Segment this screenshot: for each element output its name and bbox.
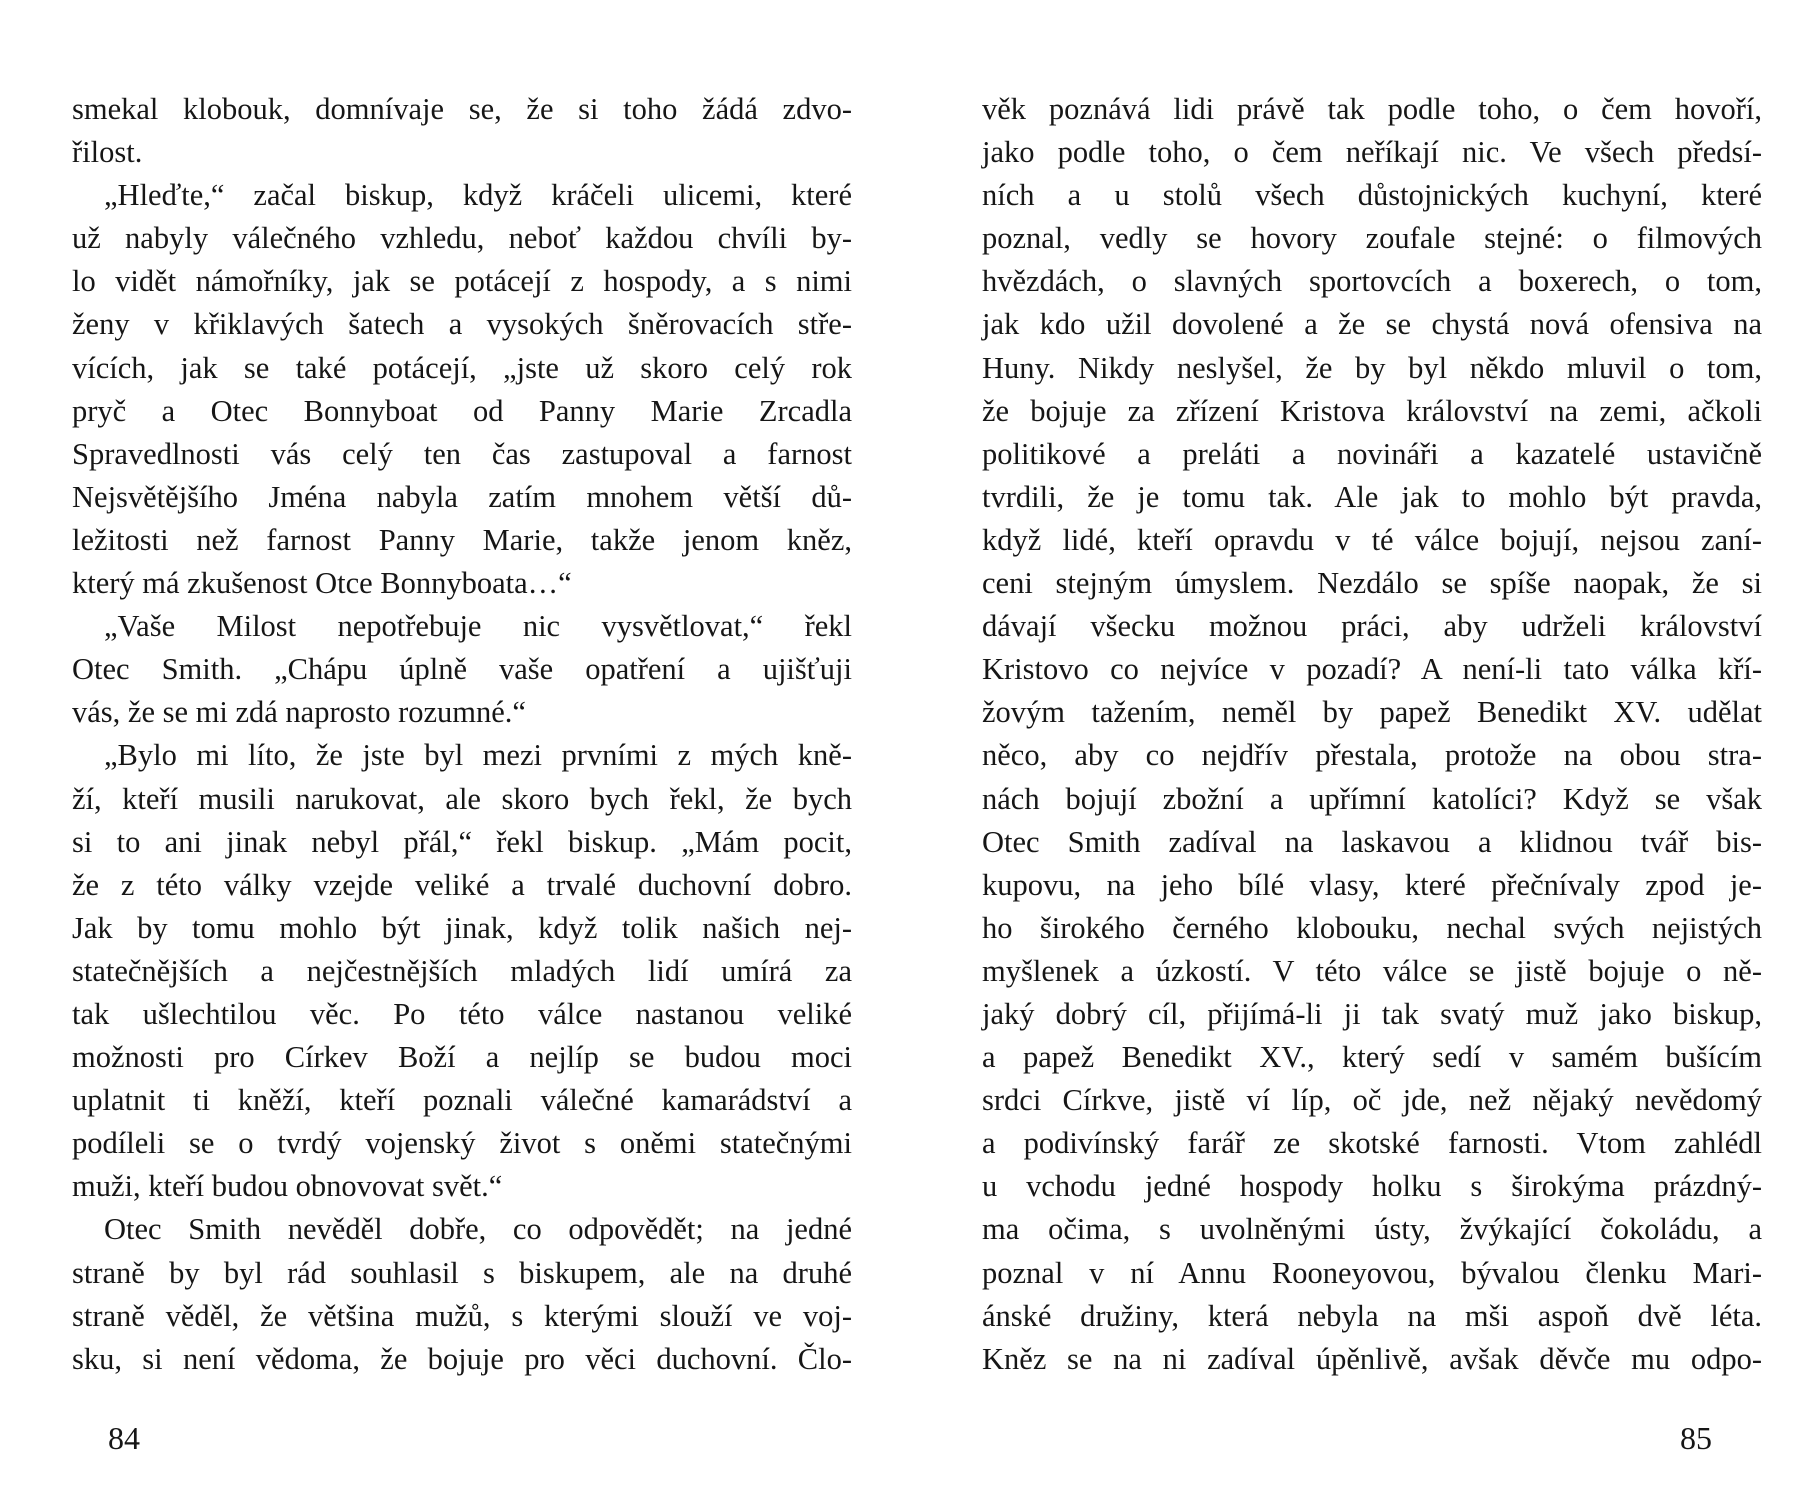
text-line: ho širokého černého klobouku, nechal svých nejistých [982, 910, 1762, 945]
left-page-text [72, 88, 852, 1381]
text-line: tvrdili, že je tomu tak. Ale jak to mohlo být pravda, [982, 479, 1762, 514]
text-line: Otec Smith nevěděl dobře, co odpovědět; na jedné [104, 1212, 852, 1247]
text-line: který má zkušenost Otce Bonnyboata…“ [72, 566, 572, 601]
text-line: podíleli se o tvrdý vojenský život s oněmi statečnými [72, 1126, 852, 1161]
text-line: ních a u stolů všech důstojnických kuchyní, které [982, 178, 1762, 213]
page-number-right: 85 [1680, 1420, 1712, 1456]
text-line: že bojuje za zřízení Kristova království na zemi, ačkoli [982, 393, 1762, 428]
text-line: si to ani jinak nebyl přál,“ řekl biskup. „Mám pocit, [72, 824, 852, 859]
text-line: muži, kteří budou obnovovat svět.“ [72, 1169, 503, 1204]
text-line: straně věděl, že většina mužů, s kterými slouží ve voj- [72, 1298, 852, 1333]
text-line: a papež Benedikt XV., který sedí v samém bušícím [982, 1040, 1762, 1075]
text-line: ceni stejným úmyslem. Nezdálo se spíše naopak, že si [982, 566, 1762, 601]
text-line: Spravedlnosti vás celý ten čas zastupoval a farnost [72, 436, 852, 471]
text-line: lo vidět námořníky, jak se potácejí z hospody, a s nimi [72, 264, 852, 299]
text-line: tak ušlechtilou věc. Po této válce nastanou veliké [72, 996, 852, 1031]
text-line: že z této války vzejde veliké a trvalé duchovní dobro. [72, 867, 852, 902]
text-line: uplatnit ti kněží, kteří poznali válečné kamarádství a [72, 1083, 852, 1118]
text-line: „Bylo mi líto, že jste byl mezi prvními z mých kně- [104, 738, 852, 773]
text-line: statečnějších a nejčestnějších mladých lidí umírá za [72, 953, 852, 988]
text-line: ží, kteří musili narukovat, ale skoro bych řekl, že bych [72, 781, 852, 816]
text-line: straně by byl rád souhlasil s biskupem, ale na druhé [72, 1255, 852, 1290]
text-line: politikové a preláti a novináři a kazatelé ustavičně [982, 436, 1762, 471]
text-line: myšlenek a úzkostí. V této válce se jistě bojuje o ně- [982, 953, 1762, 988]
text-line: když lidé, kteří opravdu v té válce bojují, nejsou zaní- [982, 522, 1762, 557]
text-line: kupovu, na jeho bílé vlasy, které přečnívaly zpod je- [982, 867, 1762, 902]
text-line: jaký dobrý cíl, přijímá-li ji tak svatý muž jako biskup, [982, 996, 1762, 1031]
text-line: Otec Smith. „Chápu úplně vaše opatření a ujišťuji [72, 652, 852, 687]
text-line: věk poznává lidi právě tak podle toho, o čem hovoří, [982, 92, 1762, 126]
text-line: Huny. Nikdy neslyšel, že by byl někdo mluvil o tom, [982, 350, 1762, 385]
text-line: „Hleďte,“ začal biskup, když kráčeli ulicemi, které [104, 178, 852, 213]
text-line: Otec Smith zadíval na laskavou a klidnou tvář bis- [982, 824, 1762, 859]
text-line: srdci Církve, jistě ví líp, oč jde, než nějaký nevědomý [982, 1083, 1762, 1118]
text-line: už nabyly válečného vzhledu, neboť každou chvíli by- [72, 221, 852, 256]
text-line: vás, že se mi zdá naprosto rozumné.“ [72, 695, 526, 730]
text-line: hvězdách, o slavných sportovcích a boxerech, o tom, [982, 264, 1762, 299]
text-line: ležitosti než farnost Panny Marie, takže jenom kněz, [72, 522, 852, 557]
page-number-left: 84 [108, 1420, 140, 1456]
text-line: poznal v ní Annu Rooneyovou, bývalou členku Mari- [982, 1255, 1762, 1290]
text-line: dávají všecku možnou práci, aby udrželi království [982, 609, 1762, 644]
text-line: žovým tažením, neměl by papež Benedikt XV. udělat [982, 695, 1762, 730]
text-line: ánské družiny, která nebyla na mši aspoň dvě léta. [982, 1298, 1762, 1333]
text-line: a podivínský farář ze skotské farnosti. Vtom zahlédl [982, 1126, 1762, 1161]
text-line: nách bojují zbožní a upřímní katolíci? Když se však [982, 781, 1762, 816]
text-line: pryč a Otec Bonnyboat od Panny Marie Zrcadla [72, 393, 852, 428]
text-line: smekal klobouk, domnívaje se, že si toho žádá zdvo- [72, 92, 852, 126]
text-line: sku, si není vědoma, že bojuje pro věci duchovní. Člo- [72, 1341, 852, 1376]
right-page-text [982, 88, 1762, 1381]
text-line: ženy v křiklavých šatech a vysokých šněrovacích stře- [72, 307, 852, 342]
text-line: poznal, vedly se hovory zoufale stejné: o filmových [982, 221, 1762, 256]
text-line: „Vaše Milost nepotřebuje nic vysvětlovat,“ řekl [104, 609, 852, 644]
text-line: něco, aby co nejdřív přestala, protože na obou stra- [982, 738, 1762, 773]
text-line: řilost. [72, 135, 143, 170]
text-line: Kněz se na ni zadíval úpěnlivě, avšak děvče mu odpo- [982, 1341, 1762, 1376]
text-line: ma očima, s uvolněnými ústy, žvýkající čokoládu, a [982, 1212, 1762, 1247]
text-line: možnosti pro Církev Boží a nejlíp se budou moci [72, 1040, 852, 1075]
text-line: u vchodu jedné hospody holku s širokýma prázdný- [982, 1169, 1762, 1204]
text-line: jak kdo užil dovolené a že se chystá nová ofensiva na [982, 307, 1762, 342]
text-line: Kristovo co nejvíce v pozadí? A není-li tato válka kří- [982, 652, 1762, 687]
text-line: jako podle toho, o čem neříkají nic. Ve všech předsí- [982, 135, 1762, 170]
text-line: Jak by tomu mohlo být jinak, když tolik našich nej- [72, 910, 852, 945]
text-line: Nejsvětějšího Jména nabyla zatím mnohem větší dů- [72, 479, 852, 514]
text-line: vících, jak se také potácejí, „jste už skoro celý rok [72, 350, 852, 385]
